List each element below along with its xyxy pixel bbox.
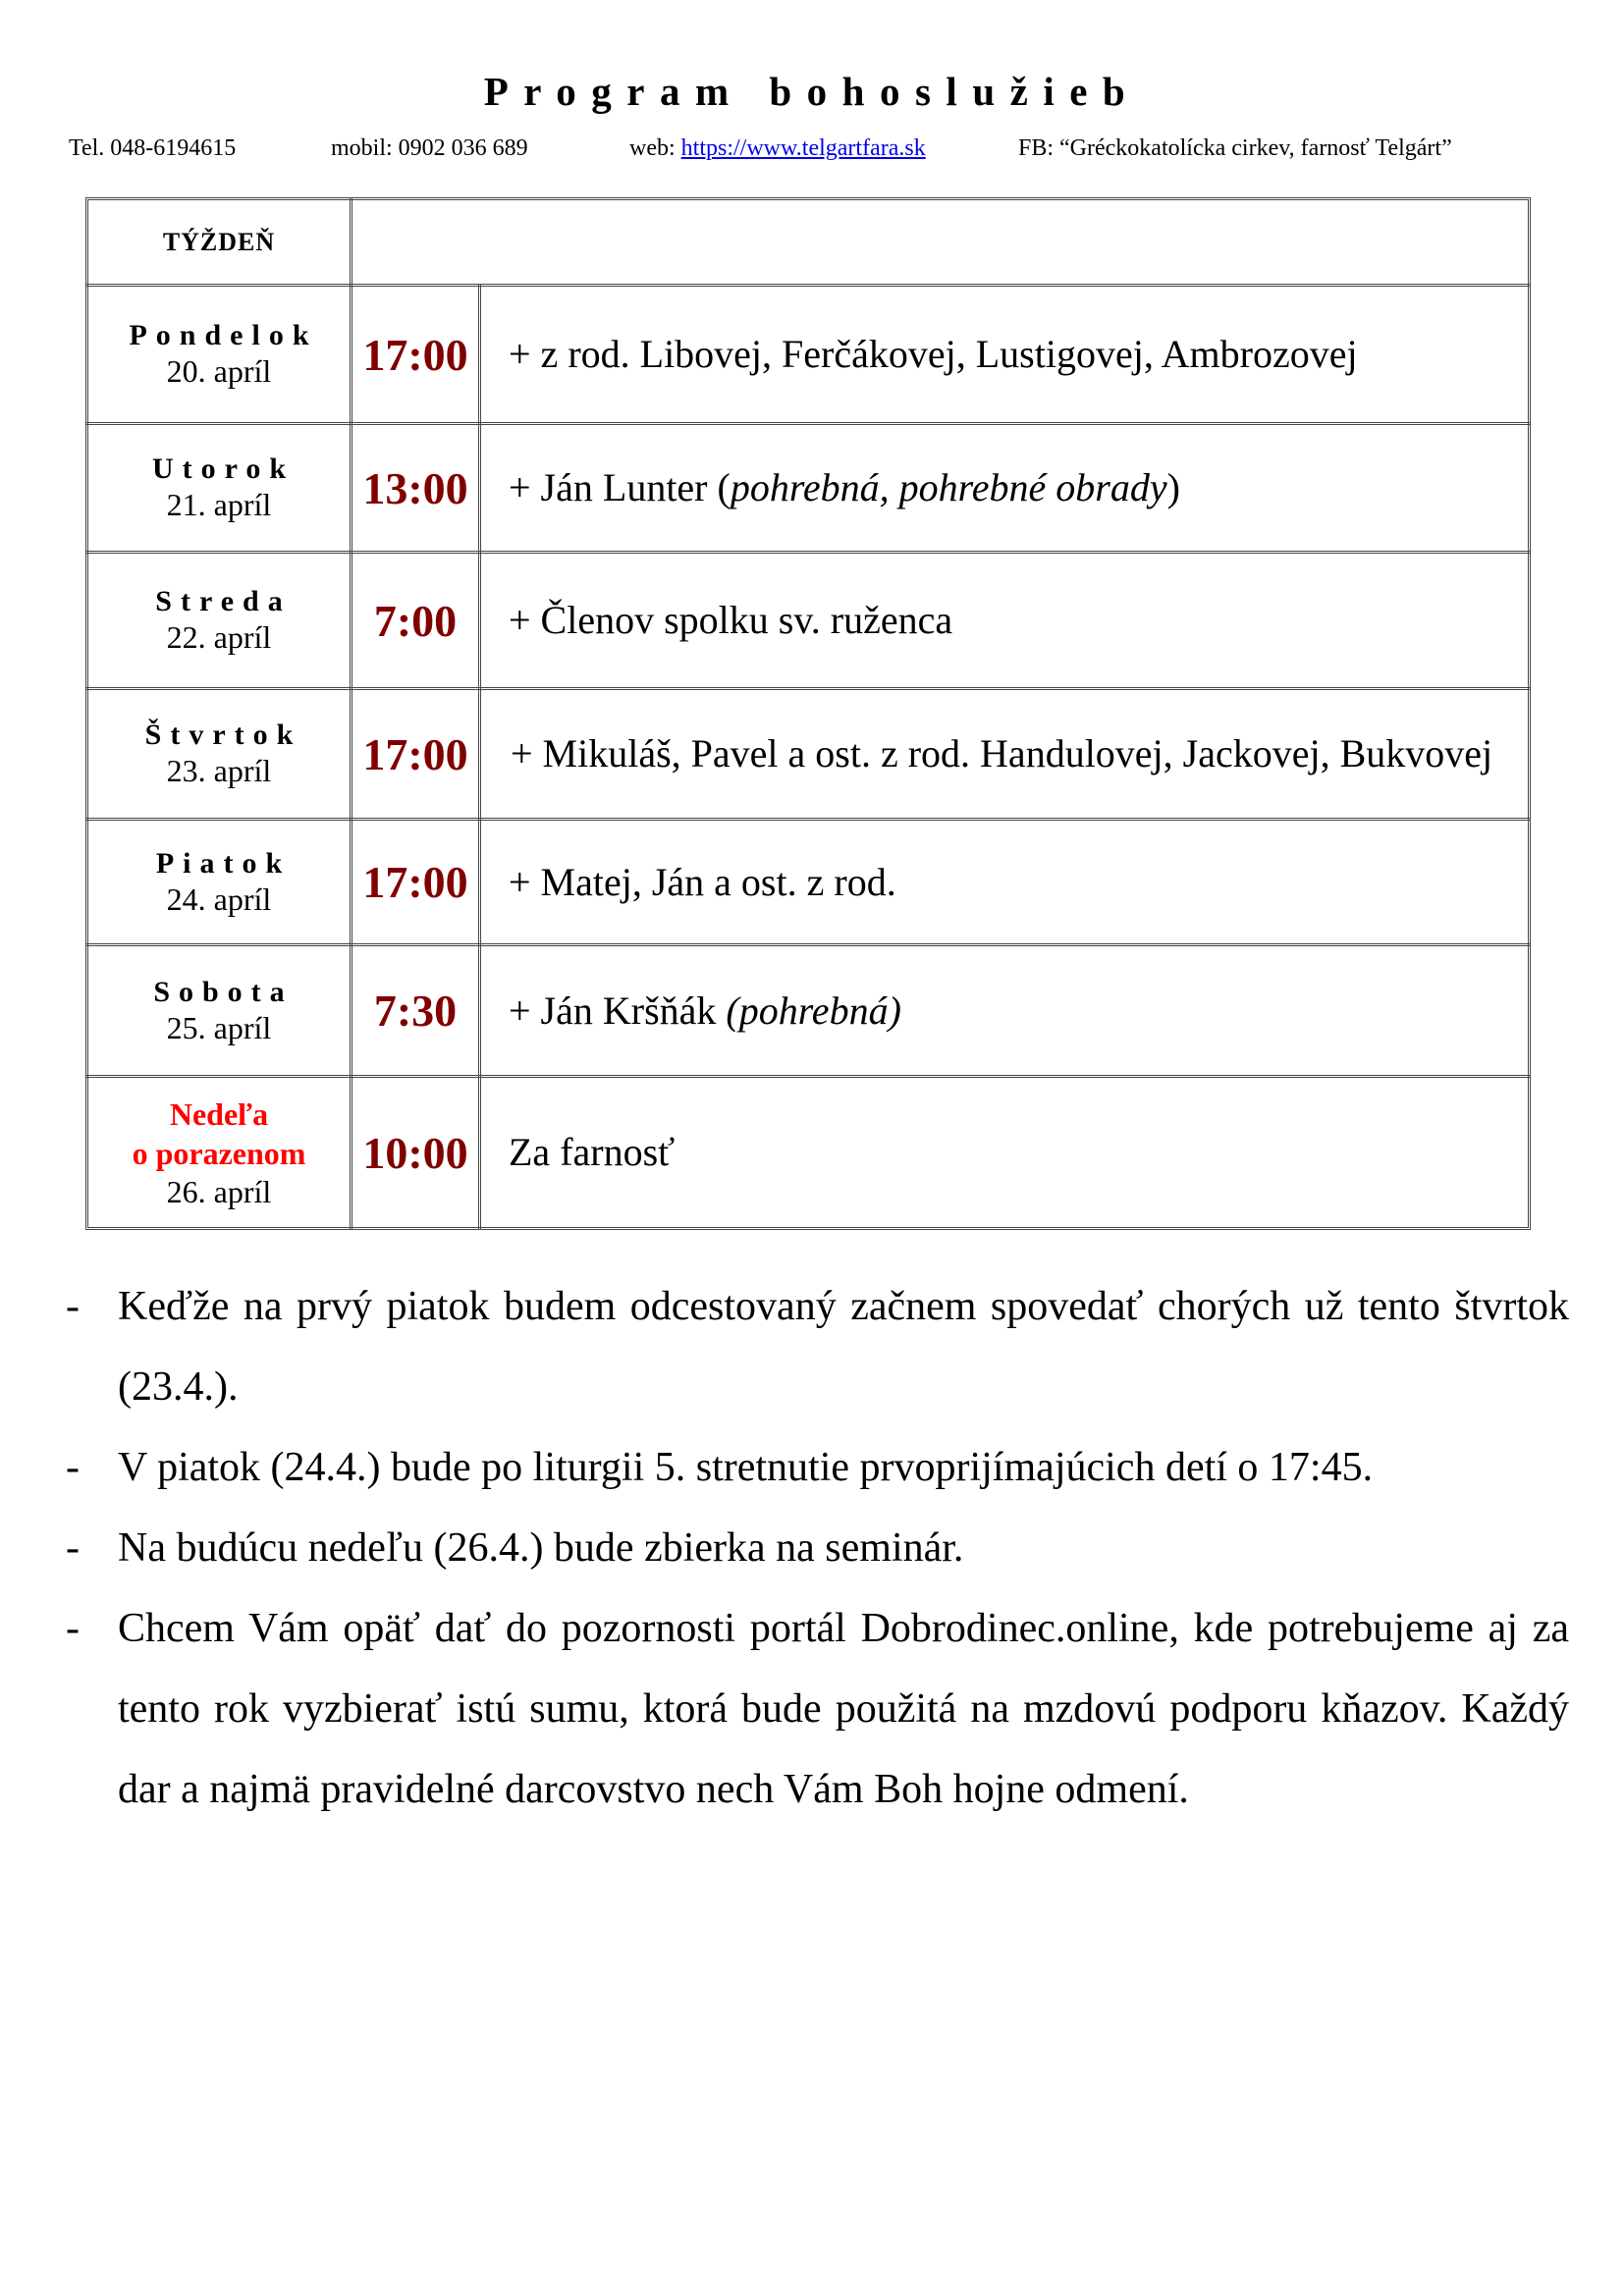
- intention-text: [509, 463, 1180, 512]
- service-time: 17:00: [362, 329, 468, 380]
- intention-cell: [478, 422, 1531, 554]
- announcement-item: Keďže na prvý piatok budem odcestovaný začnem spovedať chorých už tento štvrtok (23.4.).: [118, 1284, 1569, 1410]
- service-time: 17:00: [362, 728, 468, 779]
- website-link[interactable]: https://www.telgartfara.sk: [680, 135, 926, 161]
- bullet-dash: -: [66, 1525, 80, 1571]
- table-header-row: [88, 197, 1528, 287]
- announcement-item: Na budúcu nedeľu (26.4.) bude zbierka na seminár.: [118, 1525, 964, 1571]
- day-cell: [85, 284, 352, 425]
- time-cell: [350, 943, 481, 1078]
- intention-text: + Členov spolku sv. ruženca: [509, 598, 953, 642]
- day-date: 23. apríl: [166, 753, 272, 788]
- time-cell: [350, 551, 481, 690]
- day-date: 21. apríl: [166, 487, 272, 522]
- day-name: Sobota: [153, 975, 294, 1008]
- service-time: 17:00: [362, 857, 468, 907]
- day-name: Piatok: [155, 846, 292, 880]
- day-cell: [85, 943, 352, 1078]
- mobile-number: mobil: 0902 036 689: [331, 135, 528, 161]
- intention-suffix: ): [1166, 465, 1180, 509]
- bullet-dash: -: [66, 1606, 80, 1651]
- web-label: web:: [629, 135, 676, 161]
- day-cell: [85, 422, 352, 554]
- header-empty-cell: [350, 197, 1531, 287]
- intention-cell: [478, 818, 1531, 946]
- intention-note: pohrebná, pohrebné obrady: [730, 465, 1167, 509]
- day-cell: [85, 687, 352, 821]
- time-cell: [350, 422, 481, 554]
- intention-cell: [478, 1075, 1531, 1230]
- day-cell: [85, 551, 352, 690]
- table-row: [88, 818, 1528, 946]
- header-week-cell: [85, 197, 352, 287]
- page-title: Program bohoslužieb: [483, 69, 1141, 114]
- table-row: [88, 284, 1528, 425]
- service-time: 7:30: [373, 986, 458, 1036]
- day-name: Štvrtok: [144, 719, 302, 751]
- week-header-label: TÝŽDEŇ: [162, 227, 276, 256]
- facebook-info: FB: “Gréckokatolícka cirkev, farnosť Telgárt”: [1018, 135, 1452, 161]
- day-cell: [85, 818, 352, 946]
- intention-cell: [478, 551, 1531, 690]
- schedule-table: [85, 197, 1531, 1230]
- day-date: 25. apríl: [166, 1009, 272, 1045]
- service-time: 10:00: [362, 1127, 468, 1178]
- announcement-item: Chcem Vám opäť dať do pozornosti portál Dobrodinec.online, kde potrebujeme aj za tento rok vyzbierať istú sumu, ktorá bude použitá na mzdovú podporu kňazov. Každý dar a najmä pravidelné darcovstvo nech Vám Boh hojne odmení.: [118, 1606, 1569, 1812]
- intention-cell: [478, 687, 1531, 821]
- table-row: [88, 422, 1528, 554]
- announcement-item: V piatok (24.4.) bude po liturgii 5. stretnutie prvoprijímajúcich detí o 17:45.: [118, 1445, 1374, 1490]
- time-cell: [350, 1075, 481, 1230]
- sunday-feast: o porazenom: [132, 1136, 306, 1171]
- time-cell: [350, 818, 481, 946]
- day-date: 26. apríl: [166, 1174, 272, 1209]
- day-date: 22. apríl: [166, 619, 272, 655]
- intention-text: + Mikuláš, Pavel a ost. z rod. Handulovej, Jackovej, Bukvovej: [511, 731, 1493, 775]
- web-info: [629, 133, 926, 163]
- intention-cell: [478, 943, 1531, 1078]
- table-row-sunday: [88, 1075, 1528, 1230]
- intention-main: + Ján Lunter (: [509, 465, 731, 509]
- intention-text: Za farnosť: [509, 1130, 676, 1174]
- bullet-dash: -: [66, 1445, 80, 1490]
- time-cell: [350, 687, 481, 821]
- time-cell: [350, 284, 481, 425]
- intention-cell: [478, 284, 1531, 425]
- sunday-name: Nedeľa: [169, 1096, 269, 1132]
- day-date: 20. apríl: [166, 353, 272, 389]
- day-name: Streda: [155, 585, 292, 617]
- intention-note: (pohrebná): [726, 988, 901, 1033]
- day-cell: [85, 1075, 352, 1230]
- bullet-dash: -: [66, 1284, 80, 1329]
- intention-main: + Ján Kršňák: [509, 988, 727, 1033]
- service-time: 7:00: [373, 595, 458, 646]
- phone-number: Tel. 048-6194615: [69, 135, 237, 161]
- day-name: Utorok: [151, 453, 296, 485]
- day-name: Pondelok: [129, 319, 318, 351]
- day-date: 24. apríl: [166, 881, 272, 917]
- intention-text: + z rod. Libovej, Ferčákovej, Lustigovej, Ambrozovej: [509, 332, 1358, 376]
- intention-text: + Matej, Ján a ost. z rod.: [509, 859, 896, 904]
- service-time: 13:00: [362, 462, 468, 513]
- table-row: [88, 943, 1528, 1078]
- intention-text: [509, 987, 901, 1036]
- table-row: [88, 687, 1528, 821]
- table-row: [88, 551, 1528, 690]
